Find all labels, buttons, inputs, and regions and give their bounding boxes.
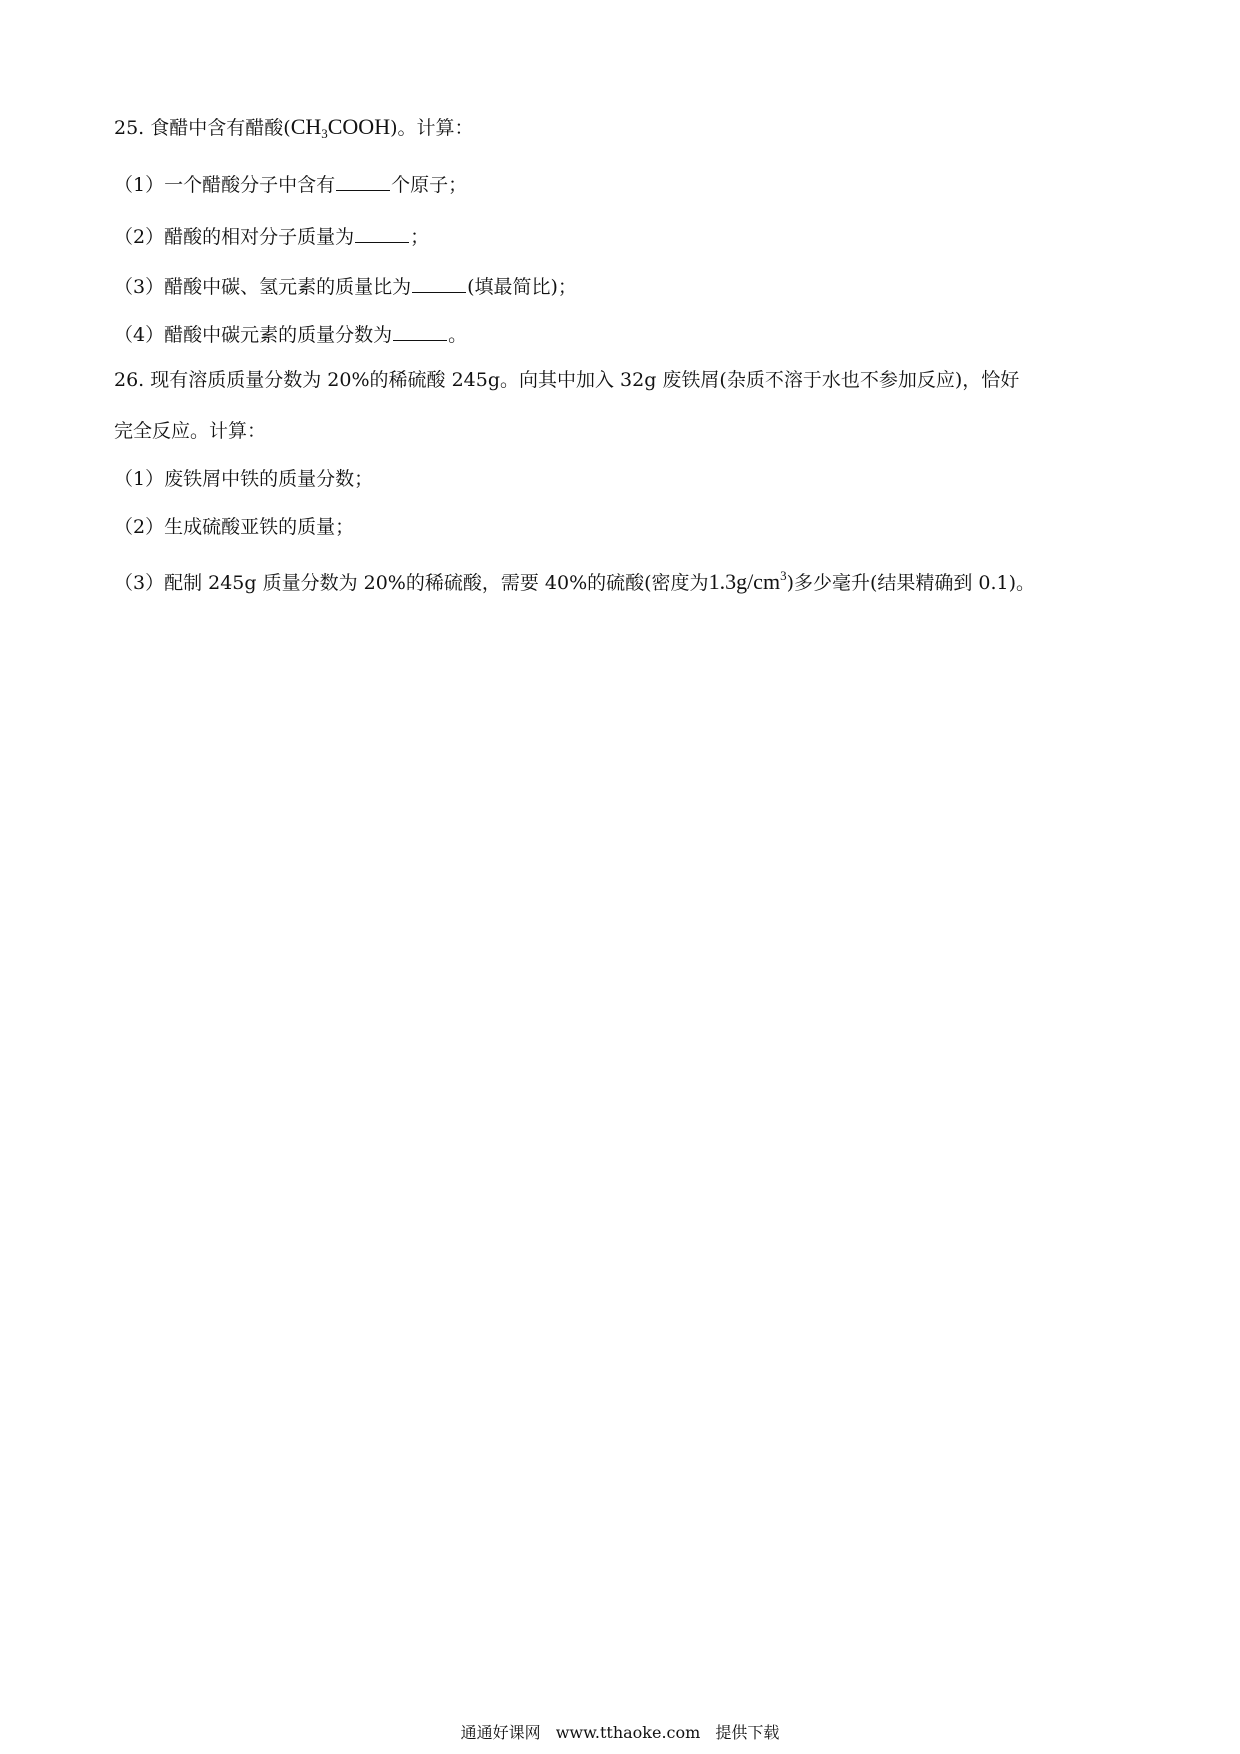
q26-number: 26. <box>114 369 145 391</box>
q25-intro-after: )。计算： <box>390 117 474 139</box>
answer-blank <box>355 224 409 243</box>
q25-intro-before: 食醋中含有醋酸( <box>150 117 291 139</box>
q25-sub4: （4）醋酸中碳元素的质量分数为 。 <box>114 324 468 346</box>
footer-url: www.tthaoke.com <box>555 1723 701 1742</box>
q25-number: 25. <box>114 117 145 139</box>
answer-blank <box>393 322 447 341</box>
q25-sub1: （1）一个醋酸分子中含有 个原子； <box>114 174 468 196</box>
answer-blank <box>336 172 390 191</box>
q25-sub2: （2）醋酸的相对分子质量为 ； <box>114 226 430 248</box>
acetic-acid-formula: $CH_3COOH$ <box>290 114 391 141</box>
page-footer <box>0 1722 1240 1744</box>
q26-sub3: （3）配制 245g 质量分数为 20%的稀硫酸，需要 40%的硫酸(密度为$1.3g/cm^3$)多少毫升(结果精确到 0.1)。 <box>114 568 1036 594</box>
footer-suffix: 提供下载 <box>715 1723 780 1742</box>
q26-line1: 26. 现有溶质质量分数为 20%的稀硫酸 245g。向其中加入 32g 废铁屑(杂质不溶于水也不参加反应)，恰好 <box>114 369 1020 391</box>
answer-blank <box>412 274 466 293</box>
q25-sub3: （3）醋酸中碳、氢元素的质量比为 (填最简比)； <box>114 276 577 298</box>
q25-intro <box>114 115 474 140</box>
q26-sub1: （1）废铁屑中铁的质量分数； <box>114 468 374 490</box>
footer-site-name: 通通好课网 <box>460 1723 541 1742</box>
q26-line2: 完全反应。计算： <box>114 420 267 442</box>
q26-sub2: （2）生成硫酸亚铁的质量； <box>114 516 355 538</box>
density-value: $1.3g/cm^3$ <box>708 568 787 594</box>
